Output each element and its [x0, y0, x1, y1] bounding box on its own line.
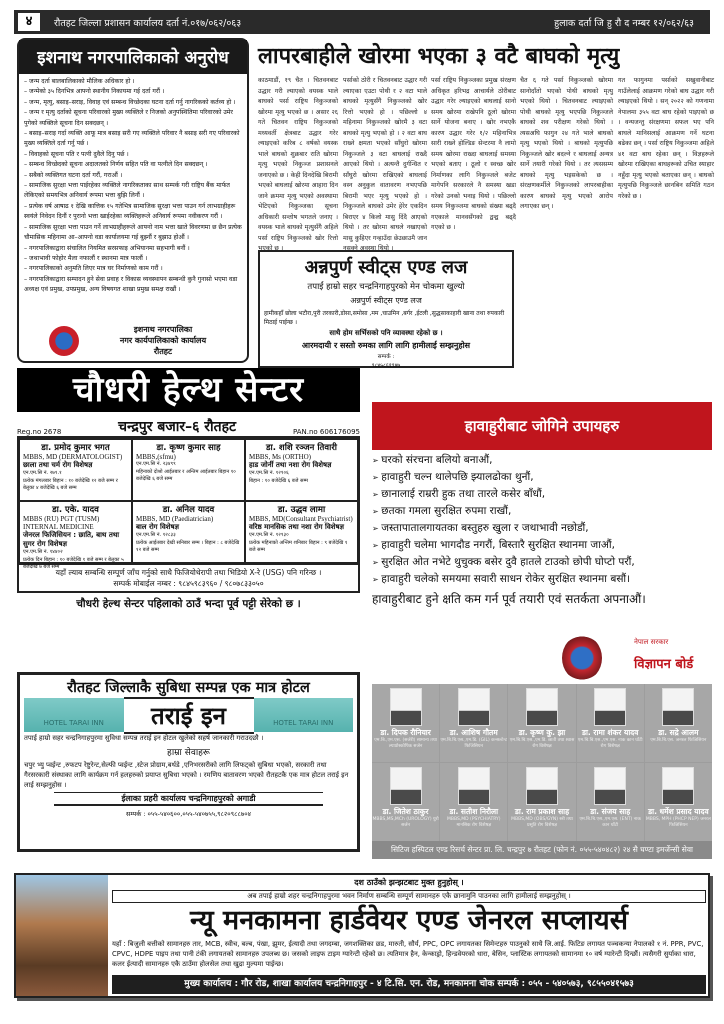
doctor-name: डा. जितेश ठाकुर: [382, 807, 429, 816]
hardware-subtagline: अब तपाई हाम्रो शहर चन्द्रनिगाहपुरमा भवन निर्माण सम्बन्धि सम्पूर्ण सामानहरु एकै छानामुनि पाउनका लागि हामीलाई सम्झनुहोस् ।: [112, 890, 706, 903]
article-column: चैत ६ गते पर्सा निकुञ्जको खोरमा सानोदाँतो भएको पोथी बाघको मृत्यु भएको थियो । चितवनबाट ल्याइएको पोथी बाघको मृत्यु भएपछि निकुञ्जले बाघको शव परीक्षण गरेको थियो । त्यसअघि फागुन २४ गते भाले बाघको मृत्यु भएको थियो । बाघको मृत्युपछि निकुञ्जले खोर बदल्ने र बाघलाई अन्यत्र सार्ने तयारी गरेको थियो । तर त्यससम्म बाघको मृत्यु भइसकेको छ । संरक्षणकर्मीले निकुञ्जको लापरबाहीका कारण बाघको मृत्यु भएको आरोप लगाएका छन् ।: [520, 77, 613, 210]
hotel-services: चपुर भ्यु प्वईन्ट ,रुफटप रेष्टुरेन्ट,सेल्फी प्वईन्ट ,स्टेज प्रोग्राम,बर्थडे ,एनिभरसरीको लागि लिफट्को सुबिधा भएको, सरकारी तथा गैरसरकारी संस्थाका लागि कार्यक्रम गर्न हलहरुको प्रयाप्त सुबिधा भएको । रमणिय बातावरण भएको रौतहटकै एक मात्र होटल तराई इन लाई सम्झनुहोस ।: [24, 761, 349, 789]
doctor-photo: [594, 767, 626, 805]
doctor-schedule: महिनाको दोश्रो आईतबार र अन्तिम आईतबार बिहान १० बजेदेखि ६ बजे सम्म: [136, 468, 236, 482]
doctor-specialty: छाला तथा चर्म रोग विशेषज्ञ: [23, 461, 93, 469]
annapurna-sweets-ad: [258, 250, 514, 368]
doctor-qualification: MBBS (RU) PGT (TUSM) INTERNAL MEDICINE: [23, 515, 100, 531]
doctor-card: [19, 501, 132, 570]
doctor-qualification: MBBS, Ms (ORTHO): [249, 453, 312, 461]
doctor-name: डा. शशि रञ्जन तिवारी: [265, 443, 338, 453]
doctor-nmc-number: एन.एम.सि नं. १२८३३: [136, 532, 176, 538]
article-column: काठमाडौं, १९ चैत । चितवनबाट उद्धार गरी ल्याएको वयस्क भाले बाघको पर्सा राष्ट्रिय निकुञ्जको खोरमा मृत्यु भएको छ । असार २६ गते चितवन राष्ट्रिय निकुञ्जको मध्यवर्ती क्षेत्रबाट उद्धार गरेर ल्याइएको करिब ८ वर्षको वयस्क भाले बाघको शुक्रबार राति खोरमा मृत्यु भएको निकुञ्ज प्रशासनले जनाएको छ । केही दिनदेखि बिरामी भएको बाघलाई खोरमा आहारा दिन जाने क्रममा मृत्यु भएको अवस्थामा भेटिएको निकुञ्जका सूचना अधिकारी सन्तोष भगतले जनाए । वयस्क भाले बाघको मृत्युसँगै अहिले पर्सा राष्ट्रिय निकुञ्जको खोर रित्तो भएको छ ।: [258, 77, 338, 252]
pan-number: PAN.no 606176095: [292, 428, 360, 436]
doctor-grid: [17, 436, 360, 570]
hardware-ad: [14, 873, 710, 998]
doctor-name: डा. संजय साह: [590, 807, 631, 816]
doctor-photo: [458, 767, 490, 805]
notice-item: – नगरपालिकाको अनुमति लिएर मात्र घर निर्माणको काम गरौं ।: [24, 265, 163, 273]
storm-tips: [372, 452, 712, 588]
hotel-headline: रौतहट जिल्लाकै सुबिधा सम्पन्न एक मात्र होटल: [67, 680, 310, 696]
doctor-name: डा. कृष्ण कुमार साह: [156, 443, 221, 453]
health-center-ad: [17, 368, 360, 628]
doctor-name: डा. सतीश निरौला: [449, 807, 499, 816]
doctor-nmc-number: एन.एम.सि नं. १४४०२: [23, 549, 63, 555]
article-headline: लापरबाहीले खोरमा भएका ३ वटै बाघको मृत्यु: [258, 44, 620, 69]
doctor-nmc-number: एन.एम.सि नं. २३४९९: [136, 461, 176, 467]
registration-number: रौतहट जिल्ला प्रशासन कार्यालय दर्ता नं.०१७/०६२/०६३: [54, 17, 242, 29]
notice-item: – प्रत्येक वर्ष आषाढ १ देखि कात्तिक १५ गतेभित्र सामाजिक सुरक्षा भत्ता पाउन गर्न लाभग्राहीहरू स्वयंले निवेदन दिनौं र पुरानो भत्ता खाईरहेका व्यक्तिहरूले अनिवार्य रूपमा नवीकरण गरौं ।: [24, 202, 236, 221]
storm-tip: ➢ हावाहुरी चलेमा भागदौड नगरौं, बिस्तारै सुरक्षित स्थानमा जाऔं,: [372, 537, 712, 554]
doctor-qualification: MBBS, MD(Consultant Psychiatrist): [249, 515, 353, 523]
doctor-card: [132, 439, 245, 501]
notice-item: – सम्बन्ध विच्छेदको सूचना अदालतको निर्णय सहित पति वा पत्नीले दिन सक्दछन् ।: [24, 161, 208, 169]
storm-tip: ➢ छानालाई राम्ररी हुक तथा तारले कसेर बाँधौं,: [372, 486, 712, 503]
hotel-location: ईलाका प्रहरी कार्यालय चन्द्रनिगाहपुरको अगाडी: [54, 792, 323, 806]
hardware-title: न्यू मनकामना हार्डवेयर एण्ड जेनरल सप्लायर्स: [190, 905, 628, 936]
hotel-name: तराई इन: [124, 697, 254, 734]
article-column: पर्साको ठोरी र चितवनबाट उद्धार गरी ल्याएका एउटा पोथी र २ वटा भाले बाघको मृत्युसँगै निकुञ्जको खोर रित्तो भएको हो । पछिल्लो ४ महिनामा निकुञ्जको खोरमै ३ वटा बाघको मृत्यु भएको हो । २ वटा बाघ राख्ने क्षमता भएको साँघुरो खोरमा निकुञ्जले ३ वटा बाघलाई राख्दै आएको थियो । अत्यन्तै दुर्गन्धित र साँघुरो खोरमा राखिएको बाघलाई वस्न अनुकुल वातावरण नभएपछि बिरामी भएर मृत्यु भएको हो । निकुञ्जले बाघको उमेर हेरेर एकदिन बिराएर ४ किलो मासु दिंदै आएको थियो । तर खोरमा बाघले नखाएको मासु कुहिएर गन्हाउँदा छेउछाउमै जान नसक्ने अवस्था थियो ।: [343, 77, 427, 252]
doctor-schedule: प्रत्येक दिन बिहान : १० बजेदेखि १ बजे सम्म र बेलुका ५ बजेदेखि ७ बजे सम्म: [23, 556, 124, 570]
nepal-emblem-icon: [562, 635, 602, 681]
storm-tip: ➢ हावाहुरी चलेको समयमा सवारी साधन रोकेर सुरक्षित स्थानमा बसौं।: [372, 571, 712, 588]
hospital-doctor-card: [440, 684, 507, 762]
hospital-doctor-card: [645, 763, 712, 841]
services-text: यहाँ ल्याब सम्बन्धि सम्पूर्ण जाँच गर्नुको साथै फिजियोथेरापी तथा भिडियो X-रे (USG) पनि गरिन्छ ।: [55, 568, 322, 577]
doctor-specialty: वरिष्ठ मानसिक तथा नशा रोग विशेषज्ञ: [249, 523, 345, 531]
municipality-notice: [17, 38, 249, 363]
hospital-doctor-card: [508, 763, 575, 841]
relocation-notice: चौधरी हेल्थ सेन्टर पहिलाको ठाउँ भन्दा पूर्व पट्टी सेरेको छ ।: [76, 598, 301, 610]
doctor-specialty: जेनरल फिजिसियन : छाति, बाथ तथा सुगर रोग विशेषज्ञ: [23, 531, 120, 548]
ad-tagline: तपाईं हाम्रो सहर चन्द्रनिगाहपुरको मेन चोकमा खुल्यो: [307, 282, 465, 292]
storm-tip: ➢ हावाहुरी चल्न थालेपछि झ्यालढोका थुनौं,: [372, 469, 712, 486]
doctor-nmc-number: एन.एम.सि नं. २७९.१: [23, 470, 62, 476]
ad-contact-label: सम्पर्क :: [377, 354, 395, 360]
doctor-info: एम.बि.,एम.एस. (सर्जरी) सामान्य तथा ल्याप्रोस्कोपिक सर्जन: [374, 738, 437, 749]
hospital-doctor-card: [577, 763, 644, 841]
doctor-photo: [662, 688, 694, 726]
ad-menu: हामीकहाँ छोला भटौरा,पुरी तरकारी,डोसा,समोसा ,मम ,चाउमिन ,बर्गर ,ईटली ,सुद्धसाकाहारी खाना तथा रुपकारी मिठाई पाईन्छ ।: [264, 310, 505, 326]
hardware-description: यहाँ : बिजुली बत्तीको सामानहरु तार, MCB, स्वीच, बल्ब, पंखा, झुमर, ईत्यादी तथा जगदम्बा, जगशक्तिका छड, मारुती, सौर्य, PPC, OPC लगायतका सिमेन्टहरु पाउनुको साथै जि.आई. फिटिङ लगायत पञ्चकन्या नेपालको १ नं. PPR, PVC, CPVC, HDPE पाइप तथा पानी टंकी लगायतको सामानहरु उपलब्ध छ। जसको लाइफ टाइम ग्यारेन्टी रहेको छ। त्यतिमात्र हैन, केन्काड्रो, हिन्डवेयरको धारा, बेसिन, प्लास्टिक लगायतको सामानमा १० वर्ष ग्यारेन्टी दिन्छौं। त्यसैगरी सुर्याका धारा, कलर ईत्यादी सामानहरु एकै ठाउँमा होलसेल तथा खुद्रा मुल्यमा पाईन्छ।: [112, 940, 704, 968]
doctor-card: [19, 439, 132, 501]
masthead-bar: [14, 10, 710, 34]
article-column: पर्सा राष्ट्रिय निकुञ्जका प्रमुख संरक्षण अधिकृत हरिभद्र आचार्यले ठोरीबाट उद्धार गरेर ल्याइएको बाघलाई सानो समय खोरमा राखेपनि ठूलो खोरमा सार्ने योजना बनाए । खोर नभएकै कारण उद्धार गरेर १/२ महिनाभित्र सारी राख्ने होल्डिङ सेन्टरमा नै लामो समय खोरमा राख्दा बाघलाई समस्या भएको बताए । ठूलो र स्वच्छ खोर निर्माणका लागि निकुञ्जले बजेट मागेपनि सरकारले नै समस्या खडा गरेको उनको भनाइ थियो । पछिल्लो समय निकुञ्जमा बाघको संख्या बढ्दै गएकाले मानवसँगको द्वन्द्व बढ्दै गएको छ ।: [431, 77, 516, 231]
notice-item: – जन्मेको ३५ दिनभित्र आफ्नो स्थानीय निकायमा गई दर्ता गरौं ।: [24, 88, 165, 96]
doctor-card: [245, 501, 358, 563]
storm-safety-notice: [372, 402, 712, 617]
doctor-name: डा. दिपक रौनियार: [380, 728, 431, 737]
hotel-ad: [17, 672, 360, 852]
doctor-photo: [458, 688, 490, 726]
temple-photo: [16, 875, 108, 996]
hospital-doctor-card: [440, 763, 507, 841]
doctor-info: एम.बि.बि.एस.,एम.डि. छाती तथा श्वास रोग विशेषज्ञ: [509, 738, 575, 749]
doctor-schedule: प्रत्येक मंगलबार बिहान : १० बजेदेखि १२ बजे सम्म र बेलुका ४ बजेदेखि ६ बजे सम्म: [23, 477, 118, 491]
doctor-name: डा. राम प्रकाश साह: [514, 807, 570, 816]
doctor-photo: [526, 767, 558, 805]
doctor-nmc-number: एन.एम.सि नं. १२९०६: [249, 470, 289, 476]
storm-title: हावाहुरीबाट जोगिने उपायहरु: [372, 402, 712, 450]
hotel-intro: तपाई हाम्रो सहर चन्द्रनिगाहपुरमा सुविधा सम्पन्न तराई इन होटल खुलेको सहर्ष जानकारी गराउदछौ ।: [24, 734, 264, 742]
storm-tip: ➢ सुरक्षित ओत नभेटे थुचुक्क बसेर दुवै हातले टाउको छोपी घोप्टो परौं,: [372, 554, 712, 571]
storm-tip: ➢ घरको संरचना बलियो बनाऔं,: [372, 452, 712, 469]
hotel-contact: सम्पर्क : ०५५-५४०६००,०५५-५४०७५५,९८२०९८८७०४: [126, 810, 251, 818]
notice-item: – विवाहको सूचना पति र पत्नी दुवैले दिनु पर्छ ।: [24, 150, 129, 158]
storm-closing: हावाहुरीबाट हुने क्षति कम गर्न पूर्व तयारी एवं सतर्कता अपनाऔं।: [372, 592, 646, 606]
notice-item: – जन्म दर्ता बालबालिकाको मौलिक अधिकार हो ।: [24, 78, 135, 85]
ad-contact: ९८४५८६१९४७: [371, 363, 401, 369]
doctor-schedule: प्रत्येक महिनाको अन्तिम शनिबार बिहान : ९ बजेदेखि १ बजे सम्म: [249, 539, 348, 553]
doctor-name: डा. धर्मेश प्रसाद यादव: [648, 807, 709, 816]
doctor-info: एम.बि.बि.एस. जनरल फिजिसियन: [650, 738, 707, 743]
doctor-qualification: MBBS, MD (Paediatrician): [136, 515, 214, 523]
ad-home-service: साथै होम सर्भिसको पनि व्यावस्था रहेको छ ।: [329, 329, 443, 337]
doctor-name: डा. आशिष गौतम: [449, 728, 498, 737]
doctor-info: MBBS, MPH (PHCP NEP) जनरल फिजिसियन: [645, 817, 711, 828]
doctor-photo: [594, 688, 626, 726]
hotel-sign-image: HOTEL TARAI INN: [24, 698, 124, 732]
reg-number: Reg.no 2678: [17, 428, 62, 436]
hospital-doctor-grid: [372, 684, 712, 841]
doctor-info: एम.बि.बि.एस.,एम.एस. (ENT) नाक कान घाँटी: [579, 817, 641, 828]
doctor-name: डा. रामा शंकर यादव: [581, 728, 639, 737]
doctor-info: एम.बि.बि.एस.,एम.डि. (GIL) कन्सल्टेन्ट फिजिसियन: [440, 738, 508, 749]
doctor-specialty: बाल रोग विशेषज्ञ: [136, 523, 180, 531]
notice-item: – सामाजिक सुरक्षा भत्ता पाईरहेका व्यक्तिले नागरिकताका साथ सम्पर्क गरी राष्ट्रिय बैंक मार्फत लेकिएको समयभित्र अनिवार्य रूपमा भत्ता बुझि लिनौं ।: [24, 182, 230, 200]
notice-title: इशनाथ नगरपालिकाको अनुरोध: [19, 40, 247, 74]
ad-title: अन्नपुर्ण स्वीट्स एण्ड लज: [304, 257, 468, 278]
hardware-tagline: दश ठाउँको झन्झटबाट मुक्त हुनुहोस् ।: [354, 878, 464, 887]
doctor-nmc-number: एन.एम.सि नं. १२९३०: [249, 532, 289, 538]
doctor-card: [132, 501, 245, 563]
doctor-info: एम.बि.बि.एस.,एम.एस. नाक कान घाँटी रोग विशेषज्ञ: [577, 738, 643, 749]
doctor-info: MBBS,MD (PSYCHIATRY) मानसिक रोग विशेषज्ञ: [447, 817, 501, 828]
gov-label: नेपाल सरकार: [634, 638, 669, 646]
doctor-qualification: MBBS, MD (DERMATOLOGIST): [23, 453, 123, 461]
notice-item: – नगरपालिकाद्वारा सम्पादन हुने सेवा प्रवाह र विकास व्यवस्थापन सम्बन्धी कुनै गुनासो भएमा वडा अध्यक्ष एवं प्रमुख, उपप्रमुख, अन्य विषयगत शाखा प्रमुख समक्ष राखौं ।: [24, 275, 238, 294]
doctor-name: डा. सद्रे आलम: [658, 728, 699, 737]
article-column: गत फागुनमा पर्साको सखुवानीबाट गाउँलेलाई आक्रमण गरेको बाघ उद्धार गरी ल्याइएको थियो । सन् २०२२ को गणनामा नेपालमा ३५५ वटा बाघ रहेको पाइएको छ । वन्यजन्तु संरक्षणमा सफल भए पनि बाघले मानिसलाई आक्रमण गर्ने घटना बढेका छन् । पर्सा राष्ट्रिय निकुञ्जमा अहिले ४१ वटा बाघ रहेका छन् । विज्ञहरूले खोरमा राखिएका बाघहरूको उचित स्याहार नहुँदा मृत्यु भएको बताएका छन् । बाघको मृत्युपछि निकुञ्जले छानबिन समिति गठन गरेको छ ।: [618, 77, 714, 200]
municipality-office: नगर कार्यपालिकाको कार्यालय: [119, 336, 207, 345]
postal-registration: हुलाक दर्ता जि हु रौ द नम्बर १२/०६२/६३: [554, 17, 694, 29]
page-number: ४: [18, 13, 40, 31]
mobile-contact: सम्पर्क मोबाईल नम्बर : ९८४५९८३९६० / ९८०७८३३०५०: [113, 579, 264, 588]
doctor-photo: [526, 688, 558, 726]
hardware-footer: मुख्य कार्यालय : गौर रोड, शाखा कार्यालय चन्द्रनिगाहपुर - ४ टि.सि. एन. रोड, मनकामना चोक सम्पर्क : ०५५ - ५४०५७३, ९८५५०४१५७३: [112, 975, 706, 994]
municipality-place: रौतहट: [153, 347, 173, 356]
doctor-card: [245, 439, 358, 501]
hospital-doctor-card: [577, 684, 644, 762]
hospital-ad: [372, 632, 712, 862]
doctor-info: MBBS,MS,MCh (UROLOGY) युरो सर्जन: [372, 817, 439, 828]
doctor-photo: [390, 767, 422, 805]
doctor-schedule: प्रत्येक आईतबार देखी सनिबार सम्म । बिहान : ८ बजेदेखि १२ बजे सम्म: [136, 539, 240, 553]
doctor-photo: [390, 688, 422, 726]
hospital-doctor-card: [372, 763, 439, 841]
doctor-specialty: हाड जोर्नी तथा नशा रोग विशेषज्ञ: [249, 461, 332, 469]
doctor-qualification: MBBS,(sfmu): [136, 453, 176, 461]
notice-list: [19, 74, 247, 299]
hospital-doctor-card: [372, 684, 439, 762]
doctor-info: MBBS,MD (OBS/GYN) स्त्री तथा प्रसूति रोग विशेषज्ञ: [511, 817, 573, 828]
notice-item: – सामाजिक सुरक्षा भत्ता पाउन गर्ने लाभग्राहीहरूले आफ्नो नाम भत्ता खाते विवरणमा छ छैन प्रत्येक चौमासिक महिनामा आ–आफ्नो वडा कार्यालयमा गई बुझ्नौं र बुझाउ होऔं ।: [24, 223, 242, 242]
doctor-schedule: बिहान : १० बजेदेखि ६ बजे सम्म: [249, 477, 308, 484]
notice-item: – जन्म र मृत्यु दर्ताको सूचना परिवारको मुख्य व्यक्तिले र निजको अनुपस्थितिमा परिवारको उमेर पुगेको व्यक्तिले सूचना दिन सक्दछन् ।: [24, 109, 233, 127]
notice-item: – जन्म, मृत्यु, बसाइ–सराइ, विवाह एवं सम्बन्ध विच्छेदका घटना दर्ता गर्नु नागरिकको कर्तव्य हो ।: [24, 98, 236, 106]
doctor-name: डा. प्रमोद कुमार भगत: [41, 443, 110, 453]
doctor-name: डा. अनिल यादव: [162, 505, 215, 515]
ad-subtitle: अन्नपुर्ण स्वीट्स एण्ड लज: [350, 296, 422, 305]
hospital-doctor-card: [508, 684, 575, 762]
doctor-photo: [662, 767, 694, 805]
health-center-address: चन्द्रपुर बजार–६ रौतहट: [118, 419, 237, 435]
notice-item: – जथाभावी फोहोर मैला नफालौं र स्थानमा मात्र फालौं ।: [24, 254, 148, 262]
storm-tip: ➢ छतका गमला सुरक्षित रुपमा राखौं,: [372, 503, 712, 520]
hospital-footer: सिटिज हस्पिटल एण्ड रिसर्च सेन्टर प्रा. लि. चन्द्रपुर ७ रौतहट (फोन नं. ०५५-५४०४८२) २४ सै घण्टा इमर्जेन्सी सेवा: [372, 841, 712, 859]
notice-item: – सबैको व्यक्तिगत घटना दर्ता गरौं, गराऔं ।: [24, 171, 123, 179]
doctor-name: डा. एके. यादव: [52, 505, 99, 515]
doctor-name: डा. उद्धव लामा: [277, 505, 326, 515]
ad-board-label: विज्ञापन बोर्ड: [634, 657, 694, 672]
doctor-name: डा. कृष्ण कु. झा: [518, 728, 566, 737]
notice-item: – नगरपालिकाद्वारा संचालित नियमित सरसफाइ अभियानमा सहभागी बनौं ।: [24, 244, 190, 252]
ad-rooms: आरमदायी र सस्तो रुमका लागि लागि हामीलाई सम्झनुहोस: [301, 341, 471, 350]
notice-footer: [19, 324, 247, 357]
hotel-sign-image: HOTEL TARAI INN: [254, 698, 354, 732]
municipality-name: इशनाथ नगरपालिका: [133, 325, 193, 334]
notice-item: – बसाइ–सराइ गर्दा व्यक्ति आफू मात्र बसाइ सरी गए व्यक्तिले परिवार नै बसाइ सरी गए परिवारको मुख्य व्यक्तिले दर्ता गर्नु पर्छ ।: [24, 130, 240, 148]
storm-tip: ➢ जस्तापातालगायतका बस्तुहरु खुला र जथाभावी नछोडौं,: [372, 520, 712, 537]
nepal-emblem-icon: [49, 326, 79, 356]
hotel-services-heading: हाम्रा सेवाहरू: [167, 748, 210, 758]
health-center-title: चौधरी हेल्थ सेन्टर: [17, 368, 360, 412]
hospital-doctor-card: [645, 684, 712, 762]
